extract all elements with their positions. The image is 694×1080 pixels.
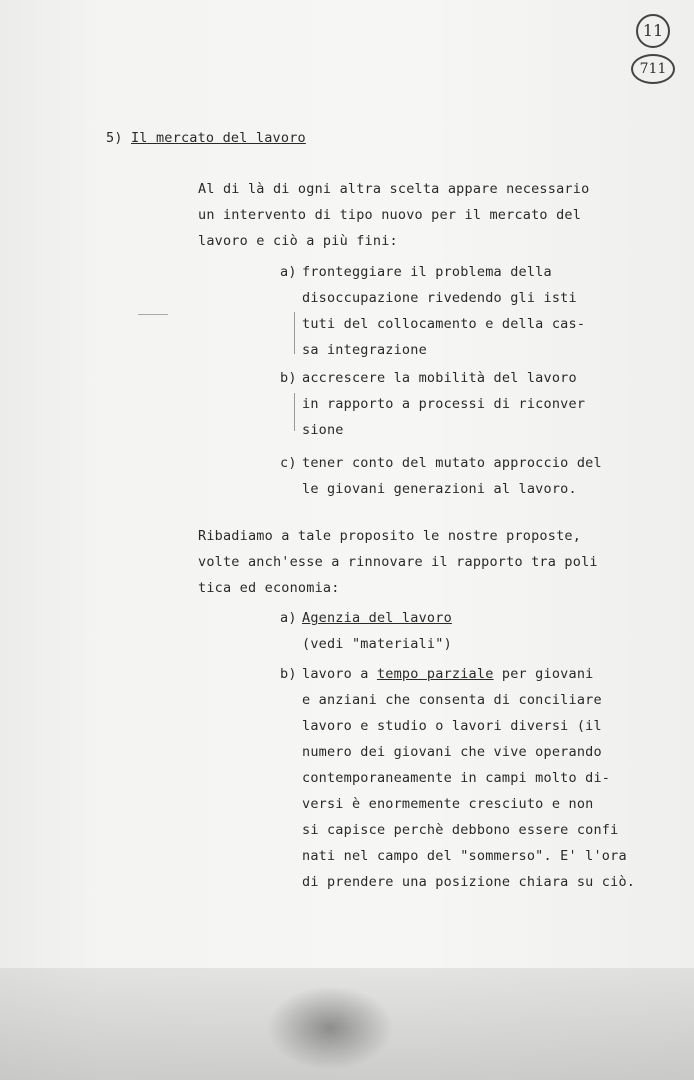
proposal-emphasis: tempo parziale — [376, 666, 494, 682]
proposal-line: e anziani che consenta di conciliare — [302, 692, 602, 708]
page-number-secondary: 711 — [631, 54, 675, 84]
list-marker: b) — [280, 666, 297, 682]
section-heading — [106, 130, 306, 146]
list-marker: b) — [280, 370, 297, 386]
proposal-line: si capisce perchè debbono essere confi — [302, 822, 619, 838]
list-item-line: in rapporto a processi di riconver — [302, 396, 586, 412]
list-item-line: sa integrazione — [302, 342, 427, 358]
restate-line: Ribadiamo a tale proposito le nostre proposte, — [198, 528, 582, 544]
page-number-stamp — [630, 14, 676, 84]
list-item-line: tener conto del mutato approccio del — [302, 455, 602, 471]
proposal-line: di prendere una posizione chiara su ciò. — [302, 874, 636, 890]
page-number-main: 11 — [636, 14, 670, 48]
margin-bar — [294, 393, 295, 431]
intro-line: Al di là di ogni altra scelta appare necessario — [198, 181, 590, 197]
list-item-line: disoccupazione rivedendo gli isti — [302, 290, 577, 306]
proposal-line: numero dei giovani che vive operando — [302, 744, 602, 760]
intro-line: lavoro e ciò a più fini: — [198, 233, 398, 249]
proposal-first-line — [302, 666, 593, 682]
list-item-line: fronteggiare il problema della — [302, 264, 552, 280]
proposal-line: nati nel campo del "sommerso". E' l'ora — [302, 848, 627, 864]
proposal-line: lavoro e studio o lavori diversi (il — [302, 718, 602, 734]
proposal-text: per giovani — [493, 666, 594, 682]
proposal-title: Agenzia del lavoro — [302, 610, 452, 626]
proposal-line: versi è enormemente cresciuto e non — [302, 796, 594, 812]
list-item-line: le giovani generazioni al lavoro. — [302, 481, 577, 497]
section-title: Il mercato del lavoro — [130, 130, 306, 146]
intro-line: un intervento di tipo nuovo per il mercato del — [198, 207, 582, 223]
list-marker: a) — [280, 610, 297, 626]
scan-shadow — [0, 968, 694, 1080]
proposal-note: (vedi "materiali") — [302, 636, 452, 652]
restate-line: volte anch'esse a rinnovare il rapporto tra poli — [198, 554, 598, 570]
margin-bar — [294, 312, 295, 354]
list-item-line: tuti del collocamento e della cas- — [302, 316, 586, 332]
restate-line: tica ed economia: — [198, 580, 340, 596]
section-number: 5) — [106, 130, 123, 146]
margin-mark — [138, 314, 168, 315]
proposal-line: contemporaneamente in campi molto di- — [302, 770, 611, 786]
list-marker: c) — [280, 455, 297, 471]
list-marker: a) — [280, 264, 297, 280]
list-item-line: accrescere la mobilità del lavoro — [302, 370, 577, 386]
list-item-line: sione — [302, 422, 344, 438]
proposal-text: lavoro a — [302, 666, 377, 682]
